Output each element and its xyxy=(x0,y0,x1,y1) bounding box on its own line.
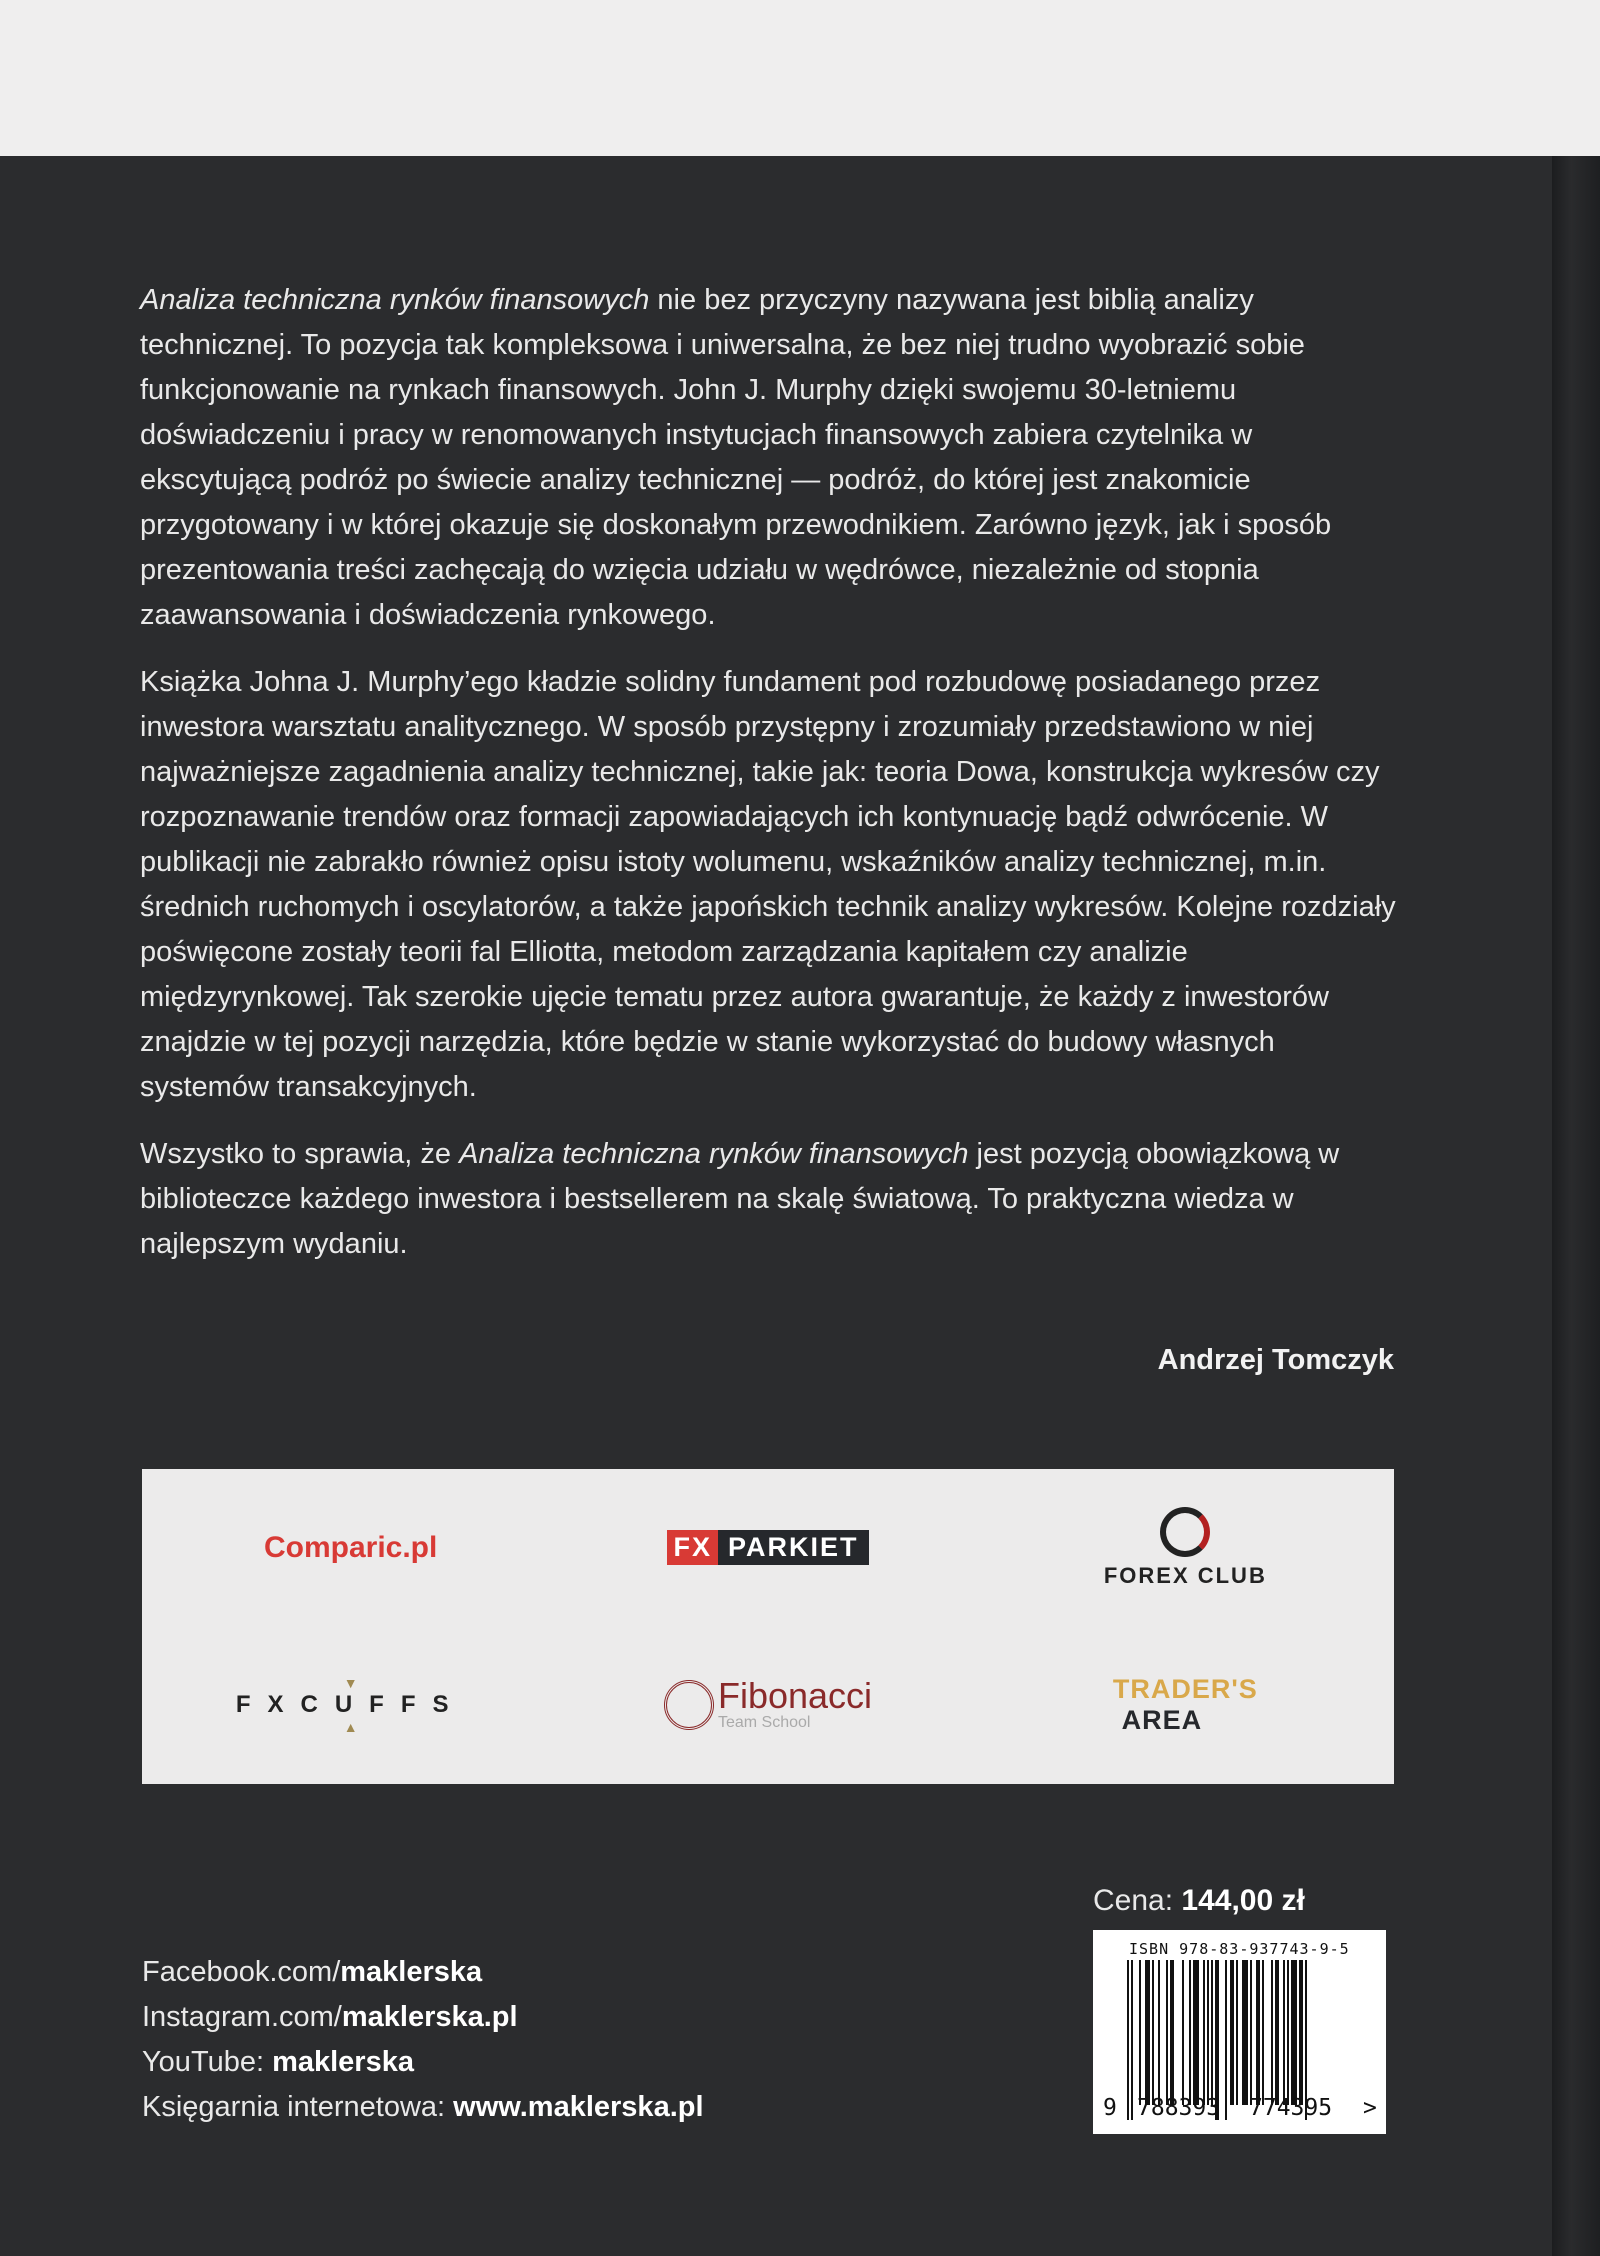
blurb-paragraph-1 xyxy=(140,278,1410,638)
barcode-bar xyxy=(1182,1960,1184,2105)
logo-comparic xyxy=(142,1469,559,1627)
social-links xyxy=(142,1950,704,2130)
barcode-bar xyxy=(1271,1960,1273,2105)
barcode-bar xyxy=(1262,1960,1264,2105)
barcode-bar xyxy=(1170,1960,1174,2105)
value: www.maklerska.pl xyxy=(453,2091,704,2123)
barcode-bar xyxy=(1291,1960,1297,2105)
barcode-bar xyxy=(1193,1960,1199,2105)
book-title: Analiza techniczna rynków finansowych xyxy=(459,1138,969,1170)
logo-text: FOREX CLUB xyxy=(1103,1562,1267,1588)
barcode-bar xyxy=(1230,1960,1234,2105)
logo-traders-area xyxy=(977,1627,1394,1785)
barcode-digit: 9 xyxy=(1103,2095,1117,2121)
text: jest pozycją obowiązkową w biblioteczce każdego inwestora i bestsellerem na skalę światową. To praktyczna wiedza w najlepszym wydaniu. xyxy=(140,1138,1340,1260)
cufflink-icon: ▲ xyxy=(343,1719,358,1736)
text: Wszystko to sprawia, że xyxy=(140,1138,460,1170)
logo-text: Fibonacci xyxy=(717,1675,873,1717)
label: YouTube: xyxy=(142,2046,273,2078)
blurb-paragraph-2: Książka Johna J. Murphy’ego kładzie solidny fundament pod rozbudowę posiadanego przez inwestora warsztatu analitycznego. W sposób przystępny i zrozumiały przedstawiono w niej najważniejsze zagadnienia analizy technicznej, takie jak: teoria Dowa, konstrukcja wykresów czy rozpoznawanie trendów oraz formacji zapowiadających ich kontynuację bądź odwrócenie. W publikacji nie zabrakło również opisu istoty wolumenu, wskaźników analizy technicznej, m.in. średnich ruchomych i oscylatorów, a także japońskich technik analizy wykresów. Kolejne rozdziały poświęcone zostały teorii fal Elliotta, metodom zarządzania kapitałem czy analizie międzyrynkowej. Tak szerokie ujęcie tematu przez autora gwarantuje, że każdy z inwestorów znajdzie w tej pozycji narzędzia, które będzie w stanie wykorzystać do budowy własnych systemów transakcyjnych. xyxy=(140,666,1396,1103)
barcode-bar xyxy=(1299,1960,1303,2105)
logo-text: TRADER'S xyxy=(1112,1674,1258,1705)
logo-subtext: Team School xyxy=(717,1714,811,1732)
barcode-bar xyxy=(1211,1960,1213,2105)
barcode-bar xyxy=(1287,1960,1289,2105)
price xyxy=(1093,1884,1305,1918)
barcode-bar xyxy=(1250,1960,1252,2105)
barcode-bar xyxy=(1166,1960,1168,2105)
logo-text: PARKIET xyxy=(718,1530,869,1565)
isbn-barcode xyxy=(1093,1930,1386,2134)
book-title: Analiza techniczna rynków finansowych xyxy=(140,284,650,316)
barcode-bar xyxy=(1139,1960,1141,2105)
blurb-paragraph-3 xyxy=(140,1132,1410,1267)
barcode-bar xyxy=(1189,1960,1191,2105)
youtube-link[interactable] xyxy=(142,2040,704,2085)
price-label: Cena: xyxy=(1093,1884,1182,1917)
barcode-digits: 788393 xyxy=(1137,2095,1221,2121)
partner-logos xyxy=(142,1469,1394,1784)
logo-text: FXCUFFS xyxy=(235,1691,466,1719)
instagram-link[interactable] xyxy=(142,1995,704,2040)
cufflink-icon: ▼ xyxy=(343,1675,358,1692)
logo-text: FX xyxy=(667,1530,718,1565)
barcode-bar xyxy=(1207,1960,1209,2105)
logo-text: AREA xyxy=(1121,1705,1203,1736)
barcode-digits: 774395 xyxy=(1249,2095,1333,2121)
logo-text: Comparic.pl xyxy=(263,1530,438,1564)
logo-fx-parkiet xyxy=(559,1469,976,1627)
barcode-bar xyxy=(1131,1960,1133,2120)
spine-edge xyxy=(1552,156,1600,2256)
logo-fibonacci xyxy=(559,1627,976,1785)
barcode-bar xyxy=(1127,1960,1129,2120)
label: Instagram.com/ xyxy=(142,2001,342,2033)
blurb xyxy=(140,278,1410,1289)
barcode-bar xyxy=(1283,1960,1285,2105)
value: maklerska xyxy=(340,1956,483,1988)
barcode-bar xyxy=(1256,1960,1260,2105)
isbn-text: ISBN 978-83-937743-9-5 xyxy=(1129,1940,1350,1958)
spiral-icon xyxy=(664,1680,714,1730)
logo-fxcuffs xyxy=(142,1627,559,1785)
barcode-bar xyxy=(1203,1960,1205,2105)
barcode-bar xyxy=(1236,1960,1238,2105)
barcode-bar xyxy=(1242,1960,1248,2105)
bookstore-link[interactable] xyxy=(142,2085,704,2130)
price-value: 144,00 zł xyxy=(1181,1884,1305,1917)
horse-emblem-icon xyxy=(1160,1507,1210,1557)
logo-forex-club xyxy=(977,1469,1394,1627)
barcode-bar xyxy=(1225,1960,1227,2120)
barcode-bar xyxy=(1275,1960,1279,2105)
barcode-bar xyxy=(1145,1960,1149,2105)
label: Facebook.com/ xyxy=(142,1956,341,1988)
value: maklerska xyxy=(272,2046,414,2078)
text: nie bez przyczyny nazywana jest biblią analizy technicznej. To pozycja tak kompleksowa i uniwersalna, że bez niej trudno wyobrazić sobie funkcjonowanie na rynkach finansowych. John J. Murphy dzięki swojemu 30-letniemu doświadczeniu i pracy w renomowanych instytucjach finansowych zabiera czytelnika w ekscytującą podróż po świecie analizy technicznej — podróż, do której jest znakomicie przygotowany i w której okazuje się doskonałym przewodnikiem. Zarówno język, jak i sposób prezentowania treści zachęcają do wzięcia udziału w wędrówce, niezależnie od stopnia zaawansowania i doświadczenia rynkowego. xyxy=(140,284,1332,631)
barcode-bars xyxy=(1127,1960,1362,2110)
value: maklerska.pl xyxy=(341,2001,518,2033)
barcode-bar xyxy=(1158,1960,1160,2105)
label: Księgarnia internetowa: xyxy=(142,2091,454,2123)
barcode-end-marker: > xyxy=(1363,2095,1377,2121)
barcode-bar xyxy=(1152,1960,1154,2105)
facebook-link[interactable] xyxy=(142,1950,704,1995)
signature: Andrzej Tomczyk xyxy=(1157,1344,1394,1376)
